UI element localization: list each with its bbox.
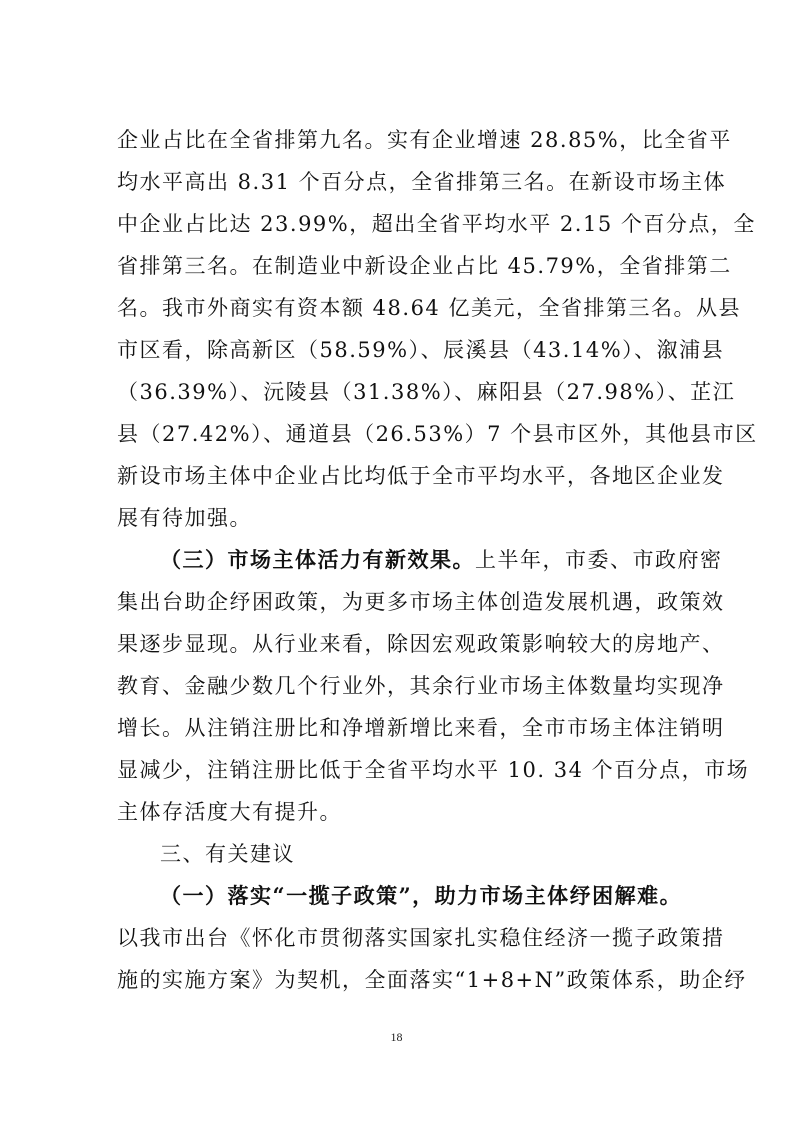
- page-number: 18: [390, 1030, 403, 1044]
- paragraph-line: 以我市出台《怀化市贯彻落实国家扎实稳住经济一揽子政策措: [117, 926, 725, 950]
- paragraph-line: 省排第三名。在制造业中新设企业占比 45.79%，全省排第二: [117, 254, 732, 278]
- paragraph-line: 展有待加强。: [117, 506, 252, 530]
- paragraph-line: 县（27.42%）、通道县（26.53%）7 个县市区外，其他县市区: [117, 422, 758, 446]
- paragraph-line: （36.39%）、沅陵县（31.38%）、麻阳县（27.98%）、芷江: [117, 380, 736, 404]
- paragraph-first-line: [160, 545, 723, 575]
- paragraph-line: 均水平高出 8.31 个百分点，全省排第三名。在新设市场主体: [117, 170, 727, 194]
- paragraph-line: 显减少，注销注册比低于全省平均水平 10. 34 个百分点，市场: [117, 758, 750, 782]
- paragraph-line: 果逐步显现。从行业来看，除因宏观政策影响较大的房地产、: [117, 632, 725, 656]
- paragraph-line: 施的实施方案》为契机，全面落实“1+8+N”政策体系，助企纾: [117, 968, 747, 992]
- paragraph-line: 集出台助企纾困政策，为更多市场主体创造发展机遇，政策效: [117, 590, 725, 614]
- paragraph-line: 增长。从注销注册比和净增新增比来看，全市市场主体注销明: [117, 716, 725, 740]
- paragraph-line: 新设市场主体中企业占比均低于全市平均水平，各地区企业发: [117, 464, 725, 488]
- paragraph-line: 中企业占比达 23.99%，超出全省平均水平 2.15 个百分点，全: [117, 212, 756, 236]
- paragraph-text: 上半年，市委、市政府密: [475, 548, 723, 572]
- paragraph-line: 市区看，除高新区（58.59%）、辰溪县（43.14%）、溆浦县: [117, 338, 725, 362]
- paragraph-line: 主体存活度大有提升。: [117, 800, 342, 824]
- subsection-heading-inline: （三）市场主体活力有新效果。: [160, 547, 475, 572]
- subsection-title: （一）落实“一揽子政策”，助力市场主体纾困解难。: [160, 883, 683, 908]
- section-title: 三、有关建议: [160, 842, 295, 866]
- paragraph-line: 企业占比在全省排第九名。实有企业增速 28.85%，比全省平: [117, 128, 732, 152]
- paragraph-line: 名。我市外商实有资本额 48.64 亿美元，全省排第三名。从县: [117, 296, 741, 320]
- paragraph-line: 教育、金融少数几个行业外，其余行业市场主体数量均实现净: [117, 674, 725, 698]
